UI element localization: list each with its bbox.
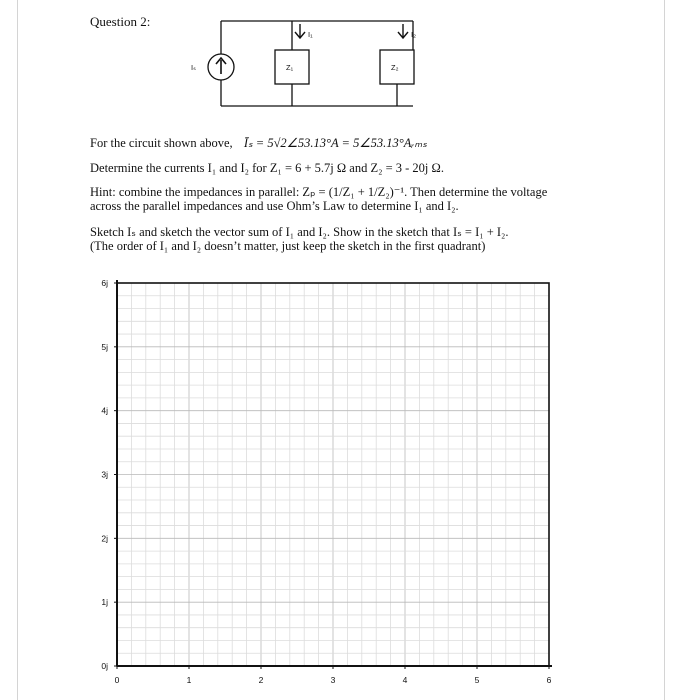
given-current-equation: Īₛ = 5√2∠53.13°A = 5∠53.13°Aᵣₘₛ (243, 136, 427, 150)
source-label: Iₛ (191, 63, 196, 72)
given-current-prefix: For the circuit shown above, (90, 136, 233, 150)
y-tick-label: 4j (101, 405, 108, 416)
x-tick-label: 3 (330, 675, 336, 685)
x-tick-label: 0 (114, 675, 120, 685)
current-i1-label: I₁ (308, 30, 313, 39)
x-tick-label: 6 (546, 675, 552, 685)
y-tick-label: 5j (101, 341, 108, 352)
y-tick-label: 2j (101, 533, 108, 544)
y-tick-label: 3j (101, 469, 108, 480)
z2-label: Z₂ (391, 63, 399, 72)
y-tick-label: 1j (101, 597, 108, 608)
y-tick-label: 0j (101, 661, 108, 671)
z1-label: Z₁ (286, 63, 294, 72)
sketch-instruction-1: Sketch Iₛ and sketch the vector sum of I₁ and I₂. Show in the sketch that Iₛ = I₁ + I₂. (90, 225, 509, 239)
current-i2-label: I₂ (411, 30, 416, 39)
question-title: Question 2: (90, 14, 151, 29)
sketch-instruction-2: (The order of I₁ and I₂ doesn’t matter, just keep the sketch in the first quadrant) (90, 239, 486, 253)
x-tick-label: 4 (402, 675, 408, 685)
y-tick-label: 6j (101, 278, 108, 288)
hint-line-1: Hint: combine the impedances in parallel: Zₚ = (1/Z₁ + 1/Z₂)⁻¹. Then determine the voltage (90, 185, 548, 199)
x-tick-label: 2 (258, 675, 264, 685)
instruction-determine: Determine the currents I₁ and I₂ for Z₁ = 6 + 5.7j Ω and Z₂ = 3 - 20j Ω. (90, 161, 444, 175)
hint-line-2: across the parallel impedances and use Ohm’s Law to determine I₁ and I₂. (90, 199, 459, 213)
x-tick-label: 1 (186, 675, 192, 685)
x-tick-label: 5 (474, 675, 480, 685)
